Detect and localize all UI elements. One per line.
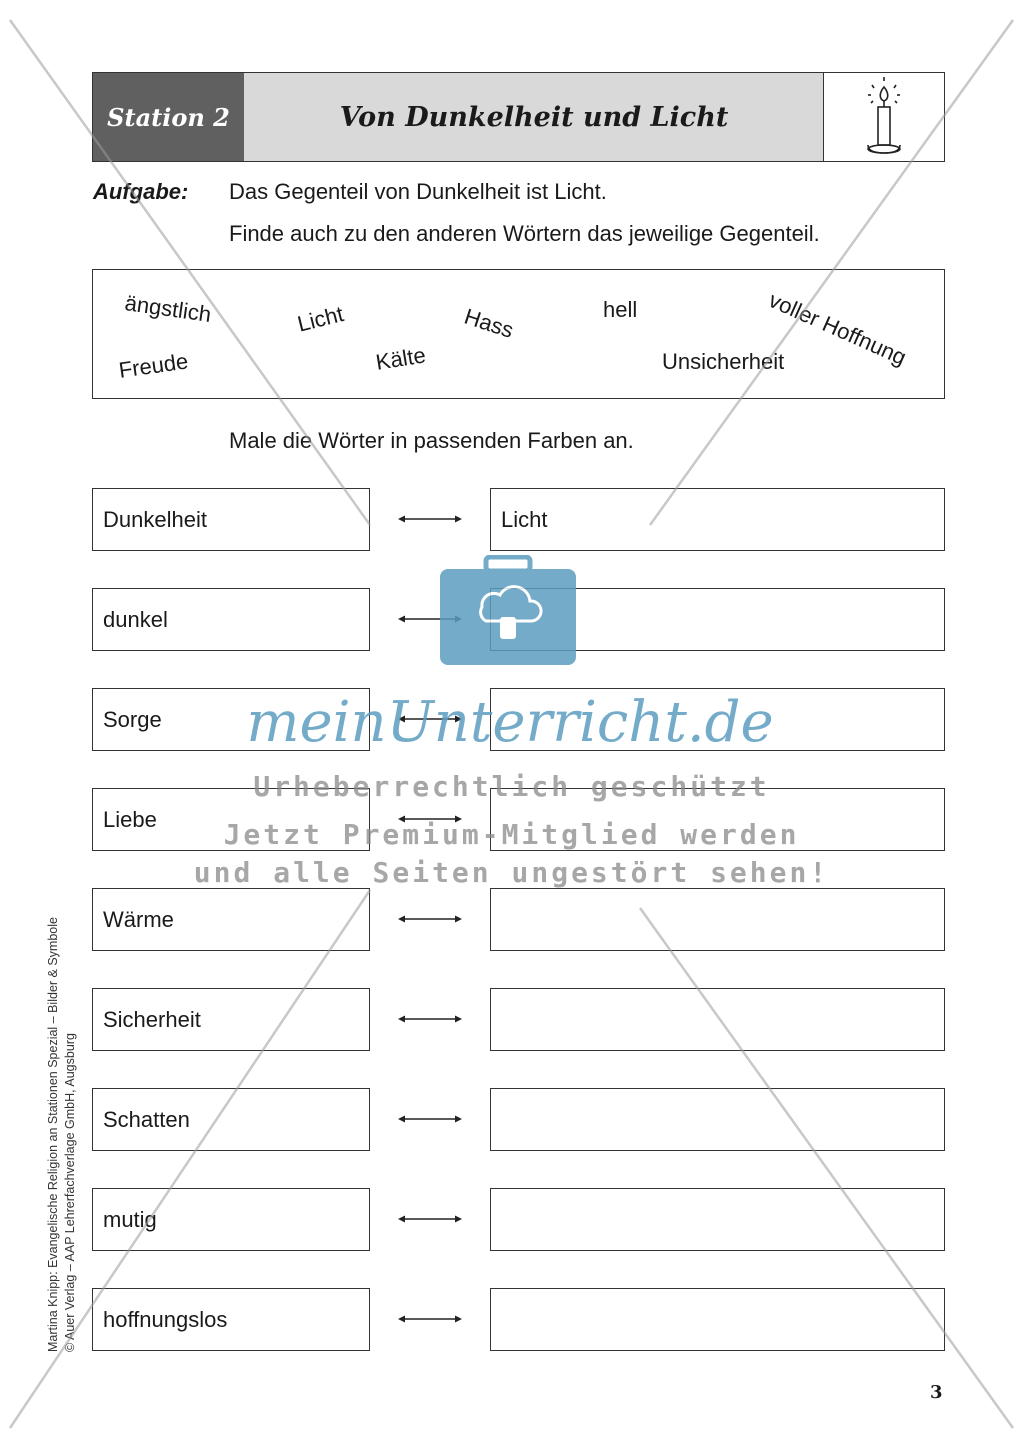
header-bar: [92, 72, 945, 162]
arrow-icon: [398, 1114, 462, 1124]
copyright-side-text: [45, 917, 79, 1352]
watermark-line-2: Jetzt Premium-Mitglied werden: [223, 818, 800, 851]
watermark-logo: meinUnterricht.de: [246, 690, 774, 755]
watermark-line-3: und alle Seiten ungestört sehen!: [193, 856, 830, 889]
word-bank-item: Licht: [294, 301, 347, 337]
arrow-icon: [398, 1214, 462, 1224]
word-bank-item: Freude: [117, 348, 190, 383]
arrow-icon: [398, 1314, 462, 1324]
answer-box[interactable]: [490, 1088, 945, 1151]
answer-box[interactable]: [490, 988, 945, 1051]
word-bank-item: voller Hoffnung: [765, 287, 911, 370]
arrow-icon: [398, 914, 462, 924]
copyright-line-1: Martina Knipp: Evangelische Religion an Stationen Spezial – Bilder & Symbole: [46, 917, 60, 1352]
word-box: dunkel: [92, 588, 370, 651]
answer-box[interactable]: [490, 888, 945, 951]
candle-icon: [824, 73, 944, 161]
word-box: Dunkelheit: [92, 488, 370, 551]
word-bank-item: ängstlich: [123, 290, 213, 327]
word-box: Wärme: [92, 888, 370, 951]
word-box: Liebe: [92, 788, 370, 851]
word-bank-item: Kälte: [373, 342, 428, 375]
word-bank: [92, 269, 945, 399]
station-label: Station 2: [93, 73, 244, 161]
arrow-icon: [398, 514, 462, 524]
word-bank-item: hell: [603, 297, 638, 322]
word-box: Sorge: [92, 688, 370, 751]
word-bank-item: Hass: [461, 303, 517, 343]
answer-box[interactable]: [490, 1288, 945, 1351]
page-number: 3: [930, 1382, 943, 1403]
watermark-line-1: Urheberrechtlich geschützt: [253, 770, 770, 803]
word-box: Schatten: [92, 1088, 370, 1151]
word-bank-item: Unsicherheit: [662, 349, 785, 374]
word-box: mutig: [92, 1188, 370, 1251]
task-label: Aufgabe:: [93, 179, 189, 204]
briefcase-cloud-icon: [438, 555, 578, 667]
candle-icon-box: [823, 73, 944, 161]
page-title: Von Dunkelheit und Licht: [339, 101, 729, 133]
instruction: Male die Wörter in passenden Farben an.: [229, 428, 634, 453]
answer-box[interactable]: Licht: [490, 488, 945, 551]
word-box: hoffnungslos: [92, 1288, 370, 1351]
answer-box[interactable]: [490, 1188, 945, 1251]
task-line-2: Finde auch zu den anderen Wörtern das jeweilige Gegenteil.: [229, 221, 820, 246]
word-box: Sicherheit: [92, 988, 370, 1051]
arrow-icon: [398, 1014, 462, 1024]
copyright-line-2: © Auer Verlag – AAP Lehrerfachverlage GmbH, Augsburg: [63, 1033, 77, 1352]
task-line-1: Das Gegenteil von Dunkelheit ist Licht.: [229, 179, 607, 204]
